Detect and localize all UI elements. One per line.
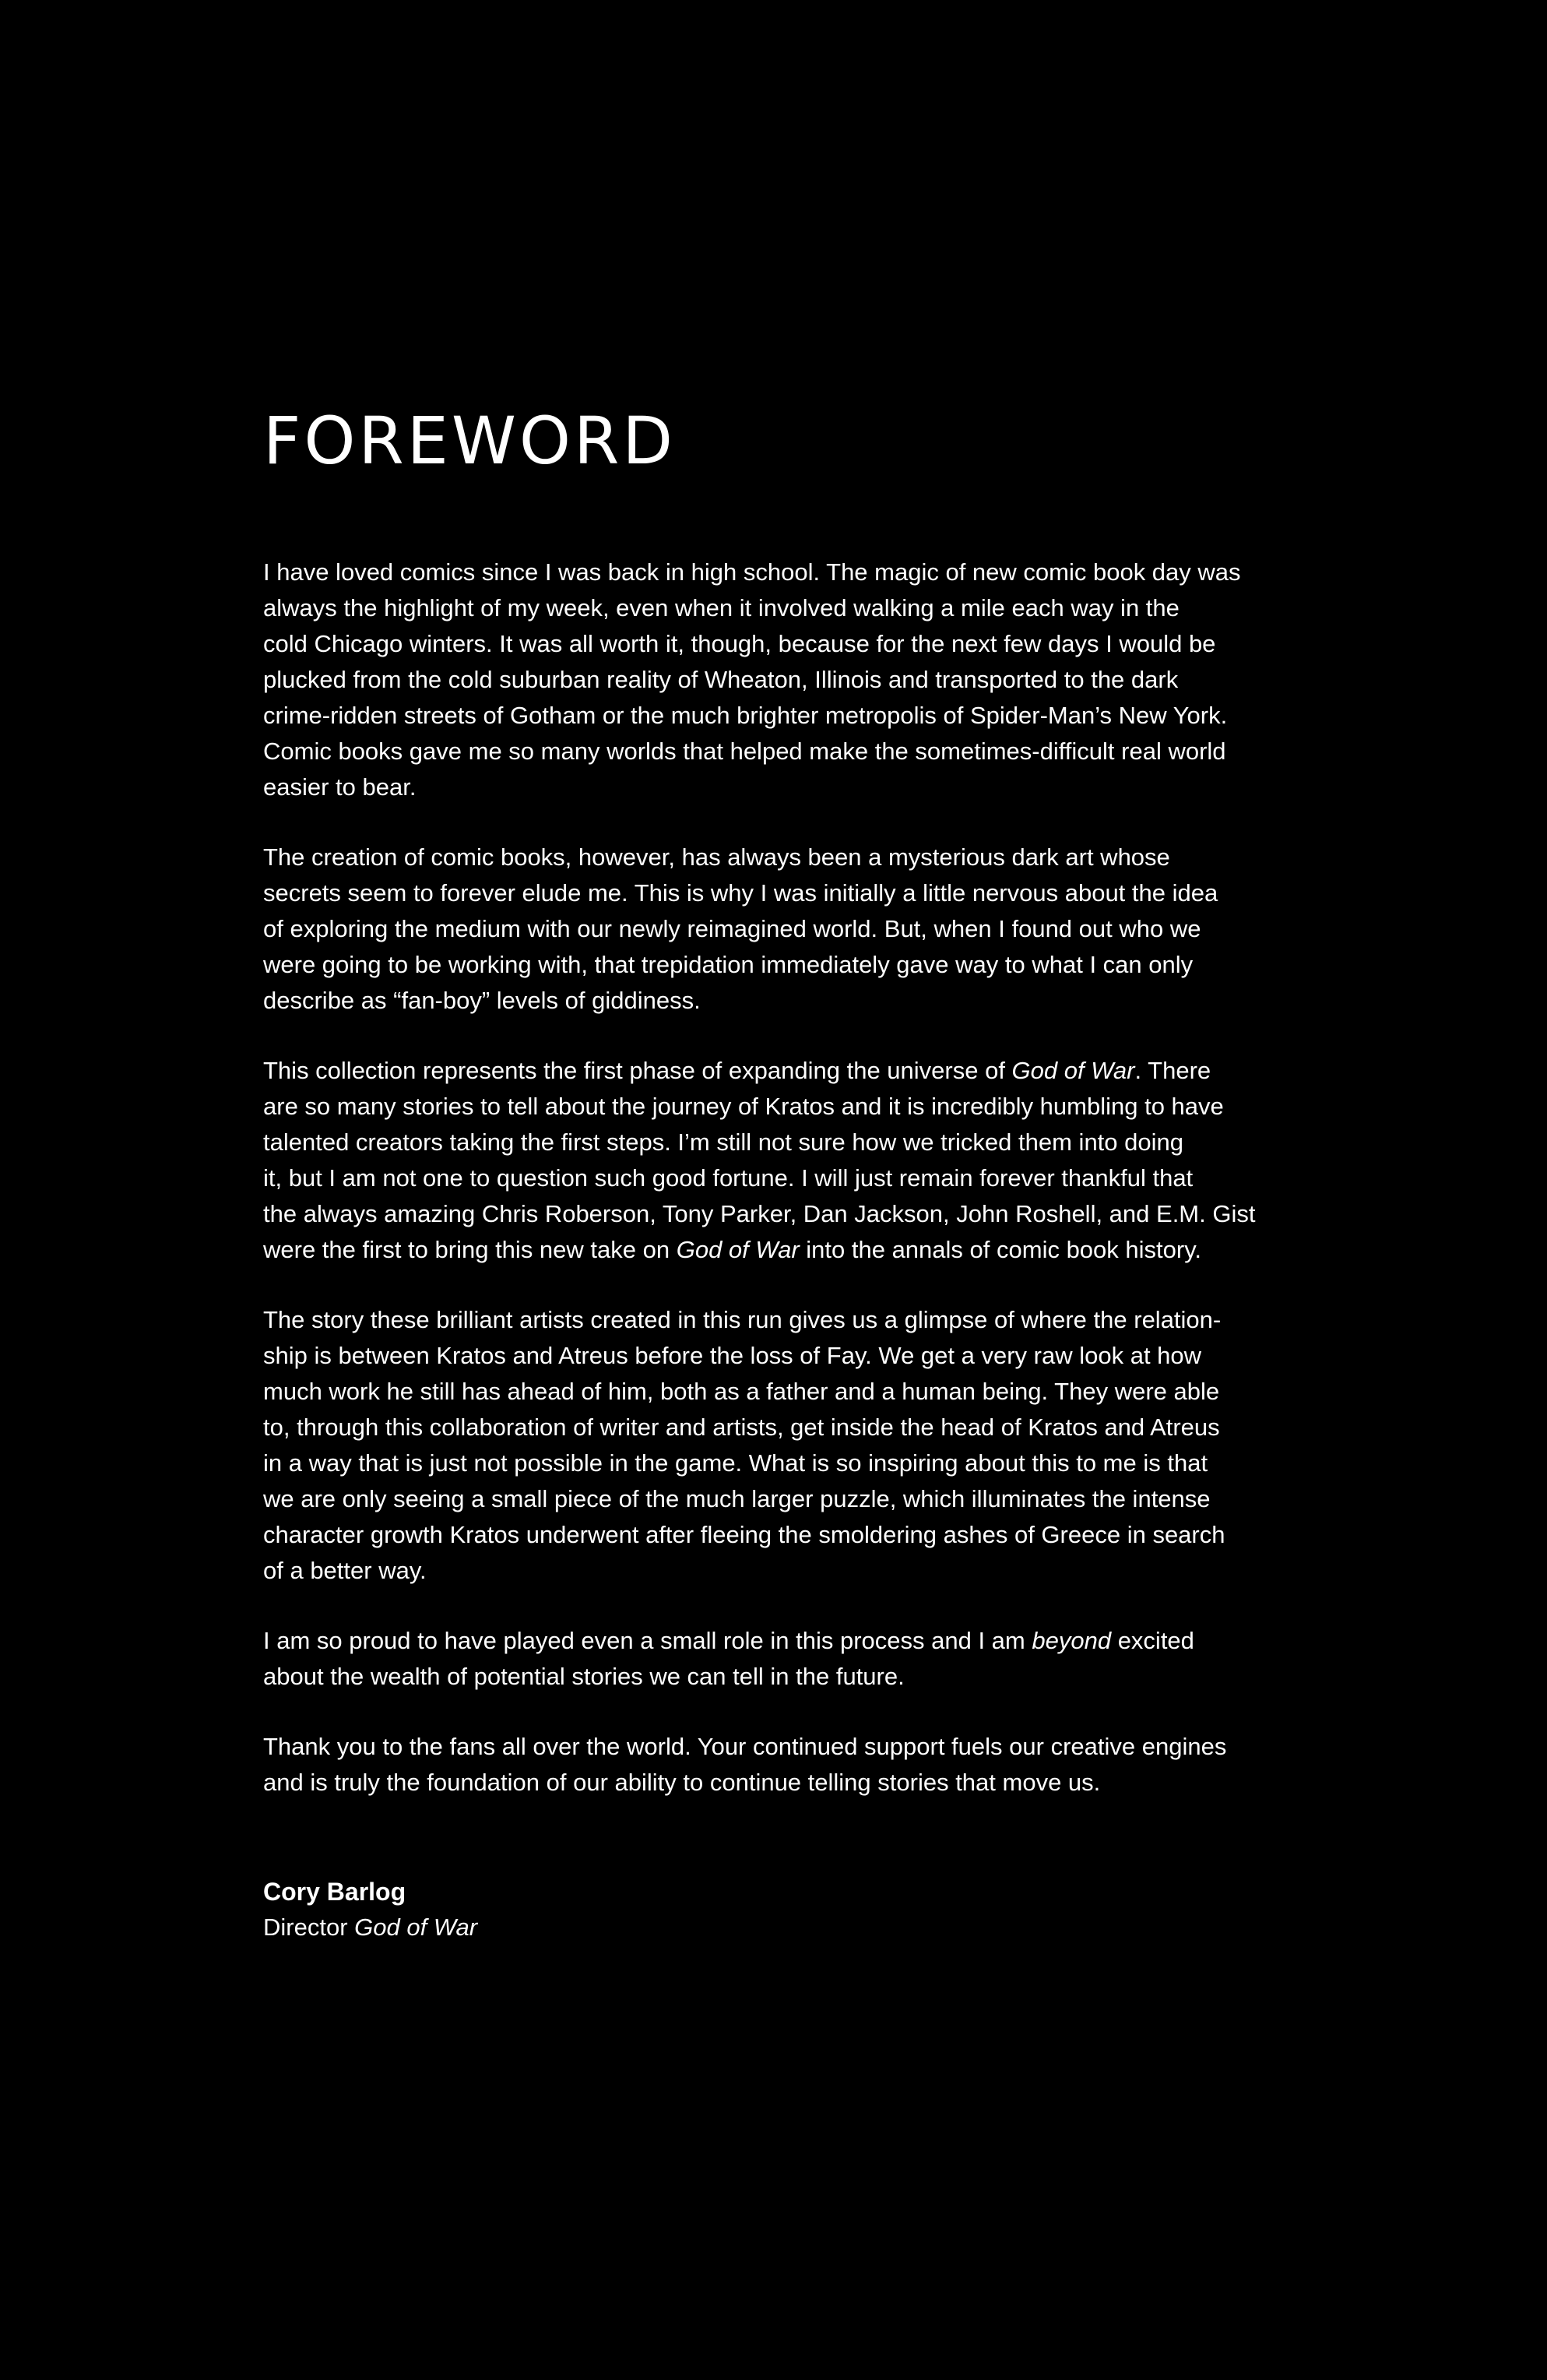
paragraph-text: I am so proud to have played even a small role in this process and I am: [263, 1627, 1032, 1654]
author-role: [263, 1910, 477, 1945]
foreword-paragraph: [263, 1623, 1306, 1695]
foreword-paragraph: [263, 840, 1306, 1019]
italic-text: beyond: [1032, 1627, 1112, 1654]
foreword-paragraph: [263, 1053, 1306, 1268]
author-name: Cory Barlog: [263, 1878, 406, 1906]
paragraph-text: . There are so many stories to tell about the journey of Kratos and it is incredibly humbling to have talented creators taking the first steps. I’m still not sure how we tricked them into doing it, but I am not one to question such good fortune. I will just remain forever thankful that the always amazing Chris Roberson, Tony Parker, Dan Jackson, John Roshell, and E.M. Gist were the first to bring this new take on: [263, 1057, 1256, 1263]
italic-text: God of War: [676, 1236, 800, 1263]
page-title: FOREWORD: [263, 403, 677, 479]
foreword-body: [263, 555, 1306, 1835]
paragraph-text: This collection represents the first phase of expanding the universe of: [263, 1057, 1012, 1084]
paragraph-text: into the annals of comic book history.: [799, 1236, 1202, 1263]
foreword-paragraph: [263, 555, 1306, 805]
author-title: Director: [263, 1914, 348, 1941]
signature-block: [263, 1874, 477, 1945]
paragraph-text: excited about the wealth of potential stories we can tell in the future.: [263, 1627, 1194, 1690]
paragraph-text: I have loved comics since I was back in high school. The magic of new comic book day was always the highlight of my week, even when it involved walking a mile each way in the cold Chicago winters. It was all worth it, though, because for the next few days I would be plucked from the cold suburban reality of Wheaton, Illinois and transported to the dark crime-ridden streets of Gotham or the much brighter metropolis of Spider-Man’s New York. Comic books gave me so many worlds that helped make the sometimes-difficult real world easier to bear.: [263, 558, 1241, 801]
paragraph-text: The story these brilliant artists created in this run gives us a glimpse of where the relation- ship is between Kratos and Atreus before the loss of Fay. We get a very raw look at how much work he still has ahead of him, both as a father and a human being. They were able to, through this collaboration of writer and artists, get inside the head of Kratos and Atreus in a way that is just not possible in the game. What is so inspiring about this to me is that we are only seeing a small piece of the much larger puzzle, which illuminates the intense character growth Kratos underwent after fleeing the smoldering ashes of Greece in search of a better way.: [263, 1306, 1225, 1584]
foreword-paragraph: [263, 1729, 1306, 1801]
paragraph-text: Thank you to the fans all over the world. Your continued support fuels our creative engines and is truly the foundation of our ability to continue telling stories that move us.: [263, 1733, 1227, 1796]
foreword-paragraph: [263, 1302, 1306, 1589]
author-work: God of War: [354, 1914, 478, 1941]
italic-text: God of War: [1011, 1057, 1135, 1084]
paragraph-text: The creation of comic books, however, has always been a mysterious dark art whose secrets seem to forever elude me. This is why I was initially a little nervous about the idea of exploring the medium with our newly reimagined world. But, when I found out who we were going to be working with, that trepidation immediately gave way to what I can only describe as “fan-boy” levels of giddiness.: [263, 843, 1218, 1014]
